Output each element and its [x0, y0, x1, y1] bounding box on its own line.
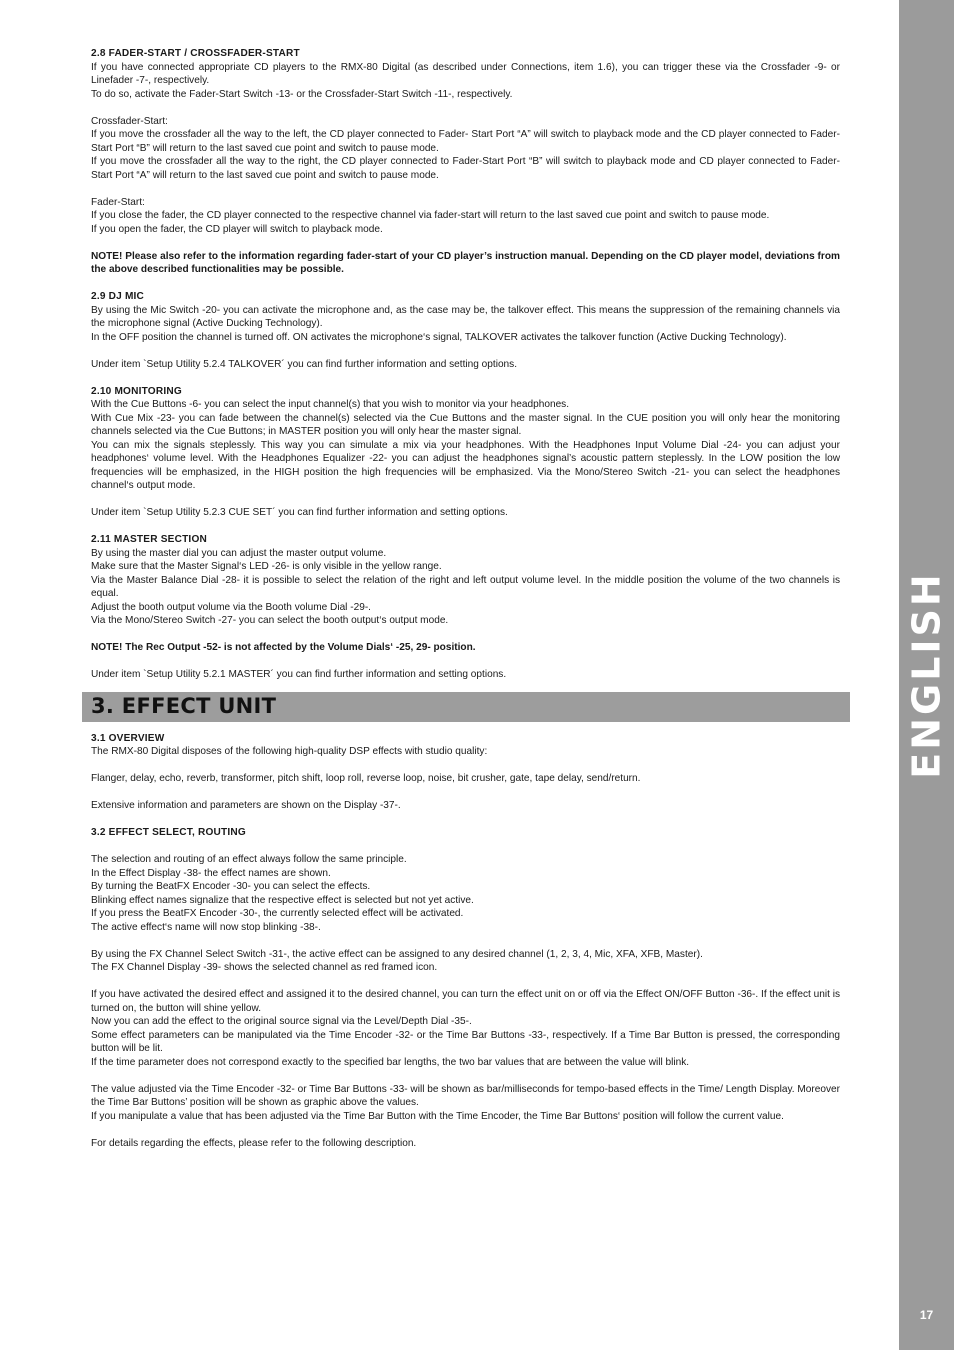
paragraph: Flanger, delay, echo, reverb, transformer, pitch shift, loop roll, reverse loop, noise, bit crusher, gate, tape delay, send/return.: [91, 773, 641, 784]
paragraph: By using the FX Channel Select Switch -31-, the active effect can be assigned to any desired channel (1, 2, 3, 4, Mic, XFA, XFB, Master).: [91, 948, 703, 960]
paragraph: For details regarding the effects, please refer to the following description.: [91, 1137, 417, 1149]
paragraph: Blinking effect names signalize that the respective effect is selected but not yet active.: [91, 894, 474, 906]
paragraph: The selection and routing of an effect always follow the same principle.: [91, 854, 407, 865]
note-paragraph: NOTE! The Rec Output -52- is not affected by the Volume Dials‘ -25, 29- position.: [91, 642, 476, 653]
chapter-heading-bar: [82, 692, 850, 722]
paragraph: By turning the BeatFX Encoder -30- you can select the effects.: [91, 881, 371, 892]
page-content: [91, 47, 840, 1150]
paragraph: In the Effect Display -38- the effect names are shown.: [91, 867, 331, 879]
section-heading-2-8: 2.8 FADER-START / CROSSFADER-START: [91, 48, 300, 59]
paragraph: If you press the BeatFX Encoder -30-, the currently selected effect will be activated.: [91, 908, 464, 919]
paragraph: By using the Mic Switch -20- you can activate the microphone and, as the case may be, the talkover effect. This means the suppression of the remaining channels via the microphone signal (Active Ducking Technology).: [91, 304, 840, 329]
paragraph: With the Cue Buttons -6- you can select the input channel(s) that you wish to monitor via your headphones.: [91, 399, 570, 410]
paragraph: Under item `Setup Utility 5.2.3 CUE SET´ you can find further information and setting options.: [91, 507, 508, 518]
language-label-container: [899, 571, 954, 779]
paragraph: If you manipulate a value that has been adjusted via the Time Bar Button with the Time Encoder, the Time Bar Buttons‘ position will follow the current value.: [91, 1110, 784, 1122]
section-heading-2-10: 2.10 MONITORING: [91, 385, 182, 397]
language-label: ENGLISH: [904, 571, 949, 779]
paragraph: In the OFF position the channel is turned off. ON activates the microphone‘s signal, TALKOVER activates the talkover function (Active Ducking Technology).: [91, 331, 787, 343]
paragraph: If you have activated the desired effect and assigned it to the desired channel, you can turn the effect unit on or off via the Effect ON/OFF Button -36-. If the effect unit is turned on, the button will shine yellow.: [91, 989, 840, 1014]
paragraph: The FX Channel Display -39- shows the selected channel as red framed icon.: [91, 962, 438, 973]
paragraph: With Cue Mix -23- you can fade between the channel(s) selected via the Cue Buttons and the master signal. In the CUE position you will only hear the monitoring channels selected via the Cue Buttons; in MASTER position you will only hear the master signal.: [91, 412, 840, 437]
paragraph: The RMX-80 Digital disposes of the following high-quality DSP effects with studio quality:: [91, 746, 488, 757]
language-sidebar: [899, 0, 954, 1350]
section-heading-2-11: 2.11 MASTER SECTION: [91, 534, 207, 545]
page-number: 17: [919, 1308, 934, 1322]
section-heading-3-2: 3.2 EFFECT SELECT, ROUTING: [91, 827, 246, 838]
section-heading-3-1: 3.1 OVERVIEW: [91, 732, 165, 744]
paragraph: You can mix the signals steplessly. This way you can simulate a mix via your headphones. With the Headphones Input Volume Dial -24- you can adjust your headphones‘ volume level. With the Headphones Equalizer -22- you can adjust the headphones signal’s acoustic pattern steplessly. In the LOW position the low frequencies will be emphasized, in the HIGH position the high frequencies will be emphasized. Via the Mono/Stereo Switch -21- you can select the headphones channel‘s output mode.: [91, 439, 840, 491]
paragraph: By using the master dial you can adjust the master output volume.: [91, 547, 387, 559]
paragraph: Now you can add the effect to the original source signal via the Level/Depth Dial -35-.: [91, 1016, 472, 1027]
paragraph: If you move the crossfader all the way to the right, the CD player connected to Fader-Start Port “B” will switch to playback mode and CD player connected to Fader-Start Port “A” will return to the last saved cue point and switch to pause mode.: [91, 156, 840, 181]
paragraph: Extensive information and parameters are shown on the Display -37-.: [91, 800, 401, 811]
paragraph: Adjust the booth output volume via the Booth volume Dial -29-.: [91, 601, 371, 613]
paragraph: Under item `Setup Utility 5.2.4 TALKOVER´ you can find further information and setting options.: [91, 358, 518, 370]
paragraph: If you have connected appropriate CD players to the RMX-80 Digital (as described under Connections, item 1.6), you can trigger these via the Crossfader -9- or Linefader -7-, respectively.: [91, 61, 840, 86]
paragraph: If you open the fader, the CD player will switch to playback mode.: [91, 223, 383, 235]
paragraph: Some effect parameters can be manipulated via the Time Encoder -32- or the Time Bar Buttons -33-, respectively. If a Time Bar Button is pressed, the corresponding button will be lit.: [91, 1029, 840, 1054]
paragraph-label-fader-start: Fader-Start:: [91, 196, 145, 208]
paragraph: Via the Mono/Stereo Switch -27- you can select the booth output‘s output mode.: [91, 615, 449, 626]
paragraph: Via the Master Balance Dial -28- it is possible to select the relation of the right and left output volume level. In the middle position the volume of the two channels is equal.: [91, 574, 840, 599]
paragraph: If the time parameter does not correspond exactly to the specified bar lengths, the two bar values that are between the value will blink.: [91, 1056, 690, 1068]
paragraph: Make sure that the Master Signal‘s LED -26- is only visible in the yellow range.: [91, 561, 442, 572]
chapter-title: 3. EFFECT UNIT: [91, 693, 277, 718]
paragraph: The value adjusted via the Time Encoder -32- or Time Bar Buttons -33- will be shown as bar/milliseconds for tempo-based effects in the Time/ Length Display. Moreover the Time Bar Buttons’ position will be shown as graphic above the values.: [91, 1083, 840, 1108]
paragraph: The active effect‘s name will now stop blinking -38-.: [91, 921, 321, 933]
note-paragraph: NOTE! Please also refer to the information regarding fader-start of your CD player’s instruction manual. Depending on the CD player model, deviations from the above described functionalities may be possible.: [91, 250, 840, 275]
paragraph: If you move the crossfader all the way to the left, the CD player connected to Fader- Start Port “A” will switch to playback mode and the CD player connected to Fader-Start Port “B” will return to the last saved cue point and switch to pause mode.: [91, 129, 840, 154]
paragraph-label-crossfader-start: Crossfader-Start:: [91, 115, 168, 127]
paragraph: To do so, activate the Fader-Start Switch -13- or the Crossfader-Start Switch -11-, respectively.: [91, 88, 513, 100]
paragraph: Under item `Setup Utility 5.2.1 MASTER´ you can find further information and setting options.: [91, 669, 507, 680]
section-heading-2-9: 2.9 DJ MIC: [91, 291, 145, 302]
paragraph: If you close the fader, the CD player connected to the respective channel via fader-start will return to the last saved cue point and switch to pause mode.: [91, 210, 770, 221]
